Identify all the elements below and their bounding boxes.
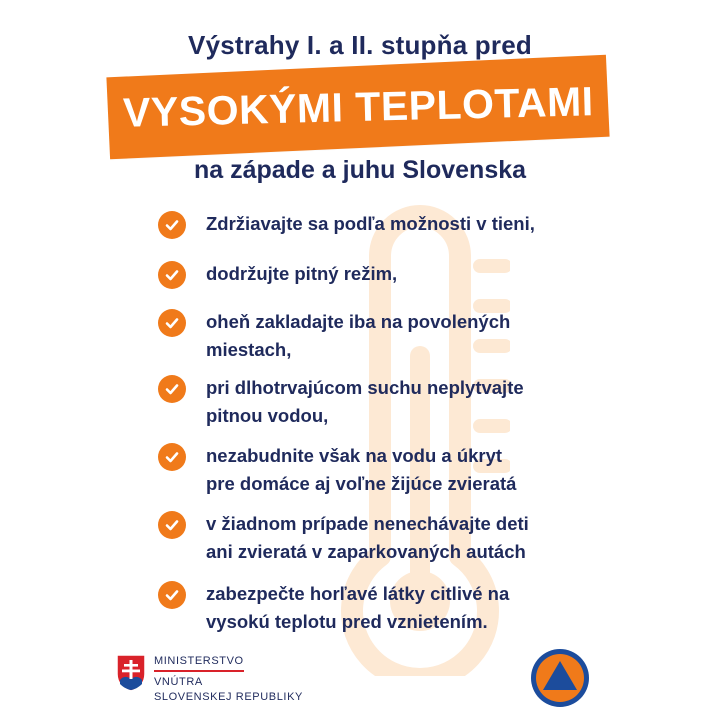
list-item — [158, 442, 586, 498]
ministry-name — [154, 654, 303, 705]
tip-text: nezabudnite však na vodu a úkryt pre domáce aj voľne žijúce zvieratá — [206, 445, 517, 494]
title-line-1: Výstrahy I. a II. stupňa pred — [188, 30, 532, 60]
checkmark-icon — [158, 511, 186, 539]
title-banner-text: VYSOKÝMI TEPLOTAMI — [122, 77, 594, 136]
tip-text: oheň zakladajte iba na povolených miestach, — [206, 311, 511, 360]
list-item — [158, 374, 586, 430]
tip-text: pri dlhotrvajúcom suchu neplytvajte pitnou vodou, — [206, 377, 524, 426]
ministry-line-3: SLOVENSKEJ REPUBLIKY — [154, 691, 303, 703]
list-item — [158, 510, 586, 566]
checkmark-icon — [158, 309, 186, 337]
checkmark-icon — [158, 581, 186, 609]
ministry-line-2: VNÚTRA — [154, 676, 203, 688]
slovak-coat-of-arms-icon — [116, 654, 146, 692]
civil-protection-icon — [530, 648, 590, 708]
list-item — [158, 580, 586, 636]
tip-text: Zdržiavajte sa podľa možnosti v tieni, — [206, 213, 535, 234]
tip-text: zabezpečte horľavé látky citlivé na vysokú teplotu pred vznietením. — [206, 583, 510, 632]
list-item — [158, 308, 586, 364]
checkmark-icon — [158, 261, 186, 289]
ministry-logo — [116, 654, 303, 705]
tip-text: dodržujte pitný režim, — [206, 263, 398, 284]
checkmark-icon — [158, 375, 186, 403]
list-item — [158, 210, 586, 239]
checkmark-icon — [158, 443, 186, 471]
checkmark-icon — [158, 211, 186, 239]
ministry-line-1: MINISTERSTVO — [154, 654, 244, 672]
list-item — [158, 260, 586, 289]
title-banner — [106, 55, 609, 160]
title-line-3: na západe a juhu Slovenska — [193, 156, 527, 184]
tip-text: v žiadnom prípade nenechávajte deti ani zvieratá v zaparkovaných autách — [206, 513, 529, 562]
